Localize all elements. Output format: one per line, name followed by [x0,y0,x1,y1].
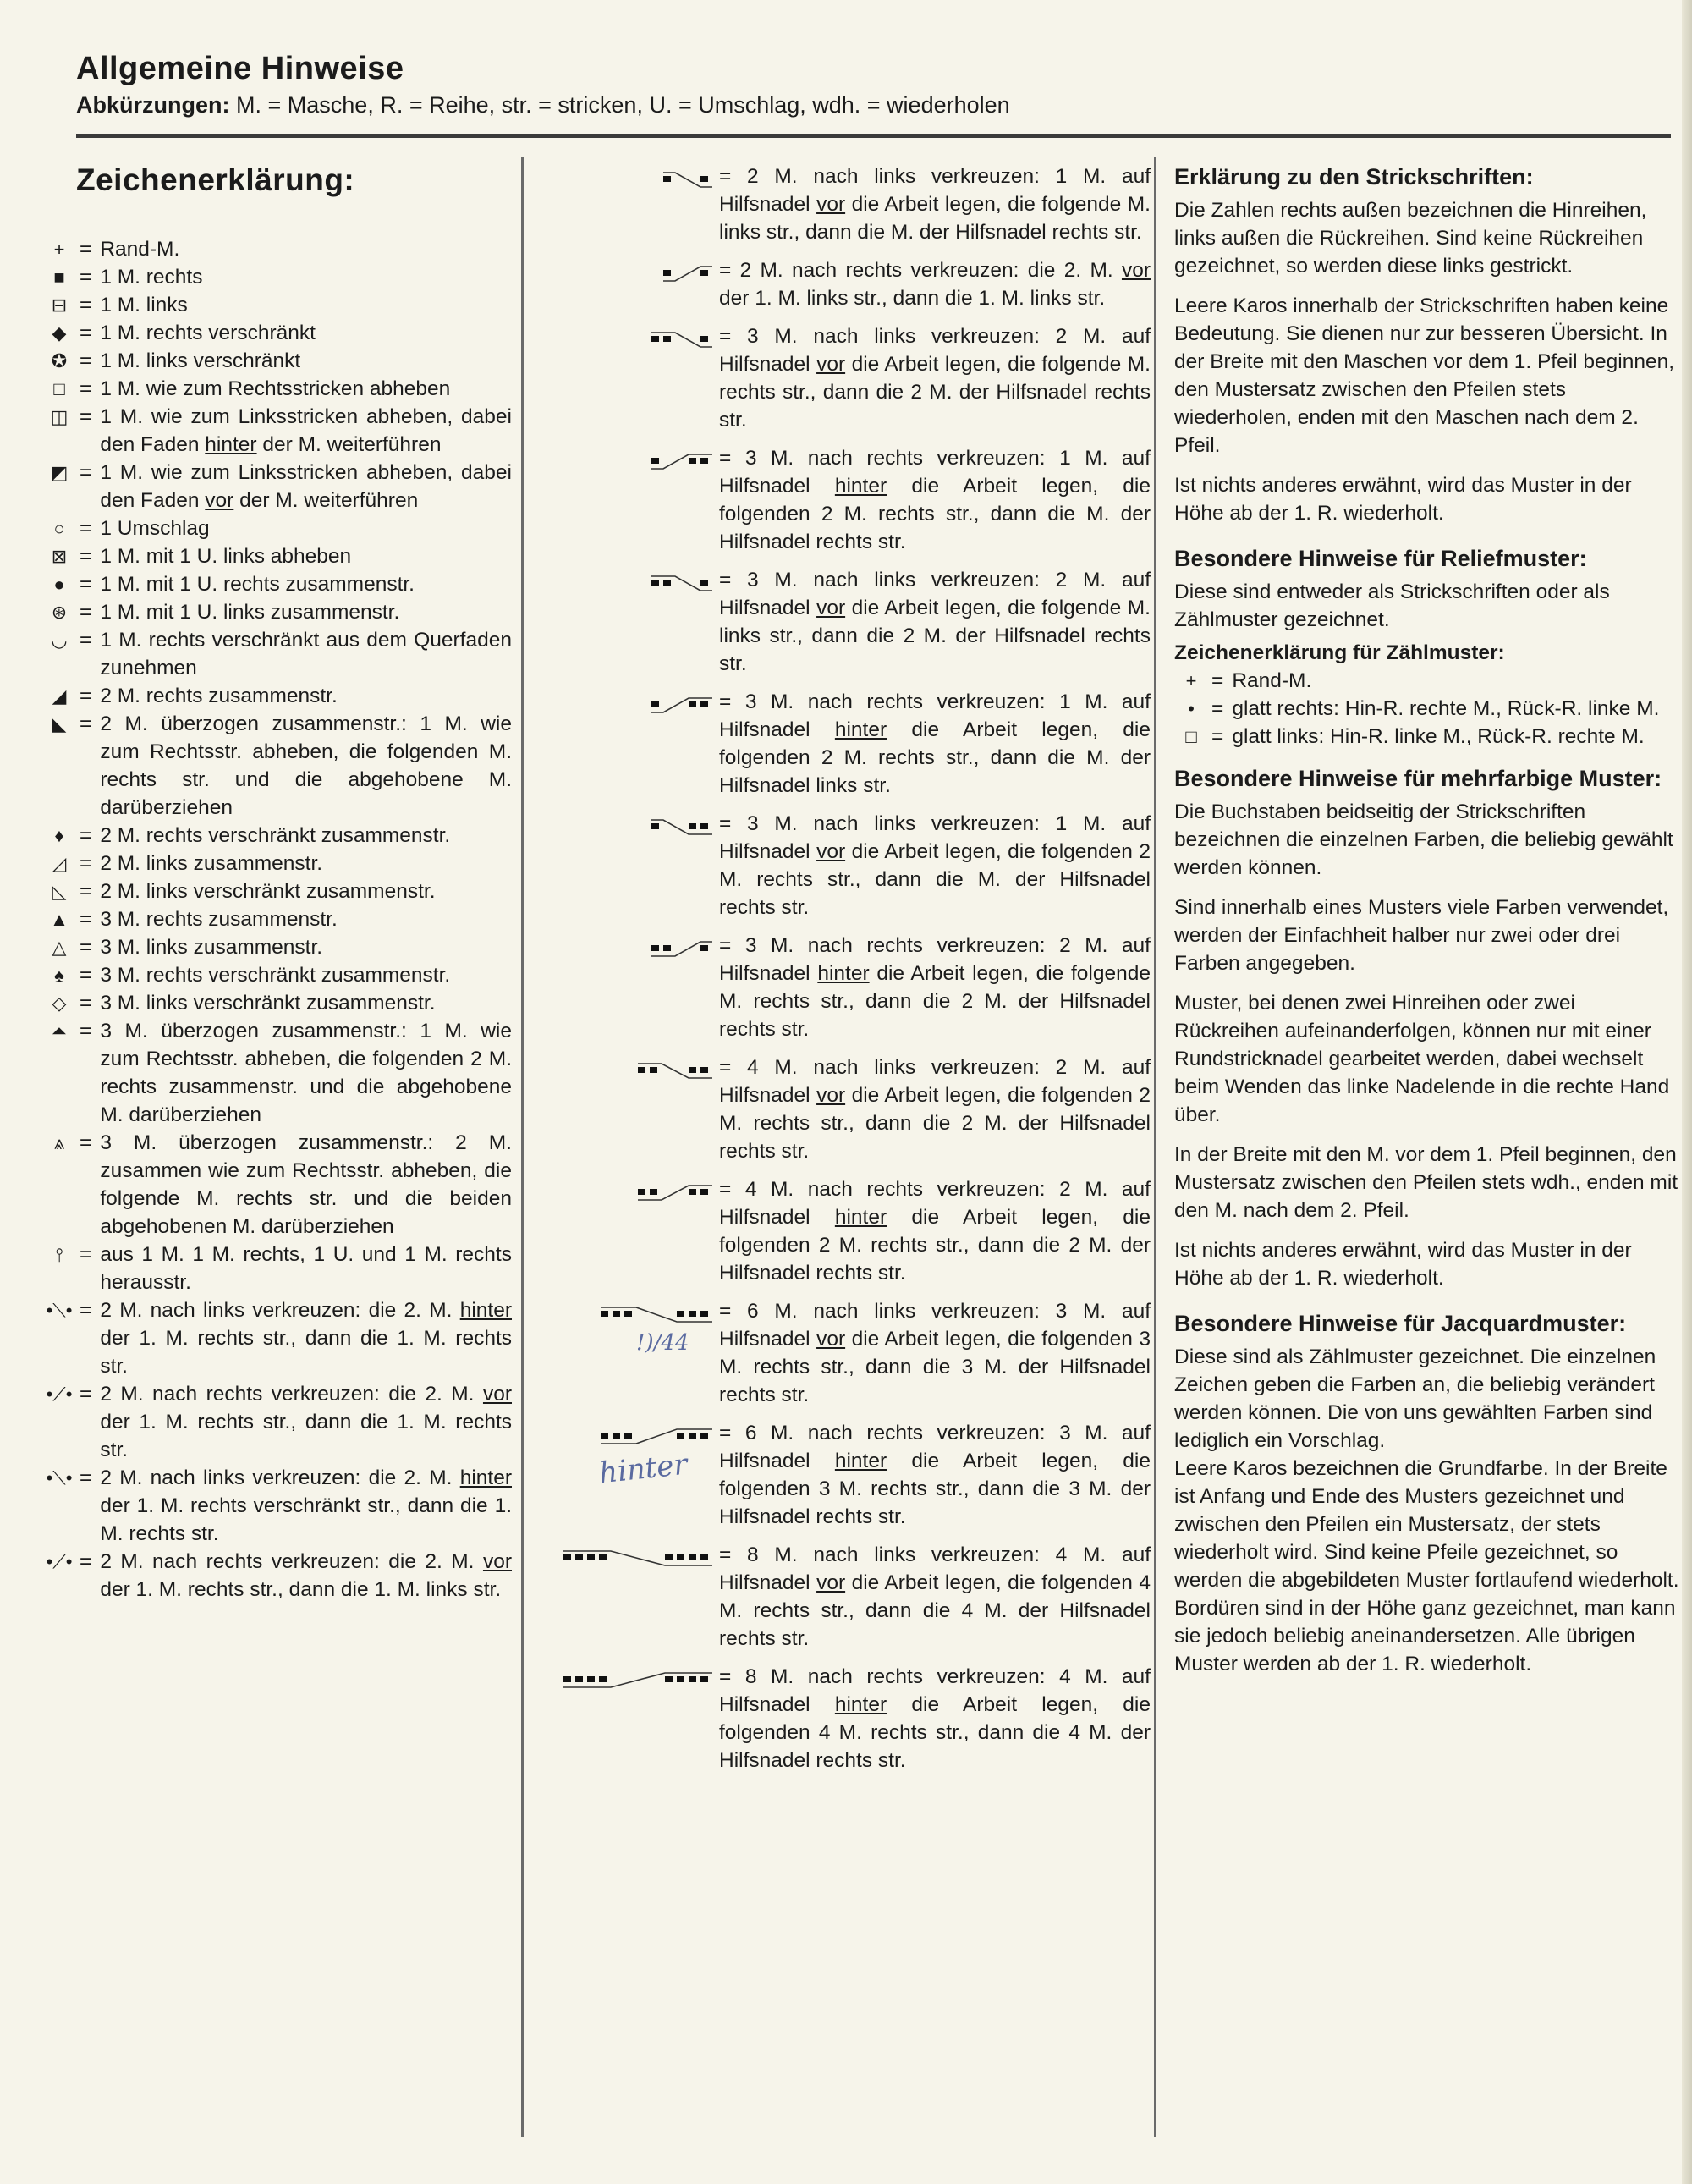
cable-description [719,566,1151,678]
cable-description [719,1663,1151,1774]
desc-text: die Arbeit legen, die folgenden 2 M. rechts str., dann die M. der Hilfsnadel rechts str. [719,840,1151,919]
equals-sign: = [80,461,92,484]
relief-legend-list [1174,667,1684,751]
legend-description: Rand-M. [1232,669,1312,692]
paragraph: Die Buchstaben beidseitig der Strickschriften bezeichnen die einzelnen Farben, die beliebig gewählt werden können. [1174,800,1673,879]
legend-item [42,403,512,459]
equals-sign: = [80,266,92,289]
cable-description [719,162,1151,246]
cable-description [719,688,1151,800]
desc-text: 2 M. nach links verkreuzen: 1 M. auf Hilfsnadel [719,165,1151,216]
slip-yo-icon: ⊠ [51,546,68,567]
cable-legend-item [663,162,1151,246]
desc-text: die Arbeit legen, die folgenden 4 M. rechts str., dann die 4 M. der Hilfsnadel rechts str. [719,1571,1151,1650]
legend-item [42,1129,512,1241]
legend-description [100,1548,512,1604]
column-divider-left [521,157,524,2137]
filled-square-icon: ■ [53,267,65,288]
emphasis-underline: hinter [834,1693,887,1716]
equals-sign: = [80,936,92,959]
legend-description: 2 M. rechts verschränkt zusammenstr. [100,824,451,847]
desc-text: 3 M. nach links verkreuzen: 2 M. auf Hilfsnadel [719,569,1151,619]
double-decrease-icon: ⏶ [52,1020,67,1042]
desc-text: 4 M. nach links verkreuzen: 2 M. auf Hilfsnadel [719,1056,1151,1107]
emphasis-underline: vor [816,353,846,376]
page-title: Allgemeine Hinweise [76,51,404,86]
cable-legend-item [638,1175,1151,1287]
legend-description: 1 M. mit 1 U. rechts zusammenstr. [100,573,415,596]
section-jacquard [1174,1309,1684,1678]
equals-sign: = [80,1020,92,1042]
filled-circle-icon: ● [53,574,65,595]
legend-item [42,375,512,403]
filled-triangle-icon: ▲ [50,909,69,930]
emphasis-underline: hinter [459,1466,512,1489]
notes-column [1174,162,1684,1690]
legend-description: 1 M. wie zum Rechtsstricken abheben [100,377,451,400]
cable-description [719,322,1151,434]
emphasis-underline: vor [816,1571,846,1594]
patterned-circle-icon: ⊛ [51,602,68,623]
desc-text: die Arbeit legen, die folgende M. rechts str., dann die 2 M. der Hilfsnadel rechts str. [719,962,1151,1041]
legend-description: 3 M. links zusammenstr. [100,936,323,959]
legend-item [42,291,512,319]
equals-sign: = [80,908,92,931]
emphasis-underline: vor [816,1328,846,1351]
cable-description [719,1541,1151,1653]
emphasis-underline: hinter [834,475,887,498]
equals-sign: = [719,812,748,835]
legend-description: 1 Umschlag [100,517,210,540]
legend-description: 1 M. links verschränkt [100,349,301,372]
cable-legend-item [651,444,1151,556]
split-square-icon: ◫ [50,406,69,427]
paragraph: Leere Karos bezeichnen die Grundfarbe. In der Breite ist Anfang und Ende des Musters gezeichnet und zwischen den Pfeilen ein Mustersatz, der stets wiederholt wird. Sind keine Pfeile gezeichnet, so werden die abgebildeten Muster fortlaufend wiederholt. [1174,1457,1679,1592]
equals-sign: = [1211,697,1224,720]
cable-list [592,162,1151,1774]
section-mehrfarbig [1174,764,1684,1292]
desc-text: 2 M. nach links verkreuzen: die 2. M. [100,1299,460,1322]
cable-4-left-icon [638,1053,712,1165]
emphasis-underline: vor [816,597,846,619]
section-title: Besondere Hinweise für mehrfarbige Muster: [1174,766,1662,791]
legend-description: glatt rechts: Hin-R. rechte M., Rück-R. linke M. [1232,697,1660,720]
central-decrease-icon: ⩓ [53,1132,65,1153]
equals-sign: = [80,1131,92,1154]
desc-text: die Arbeit legen, die folgende M. links str., dann die M. der Hilfsnadel rechts str. [719,193,1151,244]
cable-3-left-icon [651,322,712,434]
legend-item [42,1548,512,1604]
equals-sign: = [719,1300,748,1323]
desc-text: 4 M. nach rechts verkreuzen: 2 M. auf Hilfsnadel [719,1178,1151,1229]
emphasis-underline: vor [205,489,234,512]
cable-3-left-1-2-icon [651,810,712,921]
equals-sign: = [80,1550,92,1573]
desc-text: 8 M. nach rechts verkreuzen: 4 M. auf Hilfsnadel [719,1665,1151,1716]
desc-text: die Arbeit legen, die folgenden 2 M. rechts str., dann die M. der Hilfsnadel links str. [719,718,1151,797]
cable-legend-item [651,566,1151,678]
relief-legend-item [1174,667,1684,695]
desc-text: 3 M. nach links verkreuzen: 1 M. auf Hilfsnadel [719,812,1151,863]
equals-sign: = [80,294,92,316]
legend-item [42,514,512,542]
equals-sign: = [80,517,92,540]
cross-right-2-icon: •⟋• [46,1384,73,1405]
legend-description: 3 M. links verschränkt zusammenstr. [100,992,436,1015]
equals-sign: = [719,1665,745,1688]
equals-sign: = [80,349,92,372]
legend-item [42,822,512,850]
header-rule [76,134,1671,138]
paragraph: In der Breite mit den M. vor dem 1. Pfeil beginnen, den Mustersatz zwischen den Pfeilen stets wdh., enden mit den M. nach dem 2. Pfeil. [1174,1143,1678,1222]
rand-icon: + [1185,670,1197,691]
equals-sign: = [80,1243,92,1266]
abbreviations-label: Abkürzungen: [76,92,230,118]
legend-description [100,1464,512,1548]
equals-sign: = [719,259,740,282]
legend-description: 3 M. rechts zusammenstr. [100,908,338,931]
cable-3-right-2-1-icon [651,932,712,1043]
legend-item [42,1017,512,1129]
cable-description [719,932,1151,1043]
desc-text: 3 M. nach rechts verkreuzen: 2 M. auf Hilfsnadel [719,934,1151,985]
cross-right-2-purl-icon: •⟋• [46,1551,73,1572]
equals-sign: = [719,1422,745,1444]
legend-item [42,710,512,822]
legend-item [42,1296,512,1380]
paragraph: Muster, bei denen zwei Hinreihen oder zwei Rückreihen aufeinanderfolgen, können nur mit einer Rundstricknadel gearbeitet werden, dabei wechselt beim Wenden das linke Nadelende in die rechte Hand über. [1174,992,1670,1126]
left-decrease-icon: ◣ [52,713,67,734]
equals-sign: = [719,447,745,470]
legend-item [42,570,512,598]
legend-item [42,1464,512,1548]
page-header [76,49,1396,120]
legend-description: 1 M. mit 1 U. links zusammenstr. [100,601,400,624]
legend-description: 1 M. rechts [100,266,203,289]
legend-item [42,263,512,291]
emphasis-underline: hinter [817,962,870,985]
legend-item [42,542,512,570]
legend-item [42,1380,512,1464]
equals-sign: = [80,545,92,568]
equals-sign: = [719,325,748,348]
emphasis-underline: hinter [834,1206,887,1229]
legend-item [42,682,512,710]
cable-legend-item [563,1663,1151,1774]
cable-2-left-purl-icon [663,162,712,246]
equals-sign: = [80,712,92,735]
emphasis-underline: hinter [459,1299,512,1322]
legend-description: 3 M. überzogen zusammenstr.: 2 M. zusammen wie zum Rechtsstr. abheben, die folgende M. rechts str. und die beiden abgehobenen M. darüberziehen [100,1131,512,1238]
cable-legend-item [651,932,1151,1043]
desc-text: die Arbeit legen, die folgenden 2 M. rechts str., dann die M. der Hilfsnadel rechts str. [719,475,1151,553]
legend-column [42,161,512,1604]
desc-text: 1 M. wie zum Linksstricken abheben, dabei den Faden [100,405,512,456]
cross-left-2-icon: •⟍• [46,1300,73,1321]
equals-sign: = [719,1056,748,1079]
legend-item [42,961,512,989]
desc-text: die Arbeit legen, die folgenden 2 M. rechts str., dann die 2 M. der Hilfsnadel rechts str. [719,1084,1151,1163]
purl-decrease-icon: ◿ [52,853,67,874]
barred-square-icon: ⊟ [51,294,68,316]
desc-text: 2 M. nach rechts verkreuzen: die 2. M. [100,1550,483,1573]
equals-sign: = [719,934,745,957]
desc-text: 2 M. nach links verkreuzen: die 2. M. [100,1466,460,1489]
equals-sign: = [80,238,92,261]
subsection-title: Zeichenerklärung für Zählmuster: [1174,641,1505,664]
cable-description [719,256,1151,312]
legend-item [42,933,512,961]
legend-description [100,1296,512,1380]
section-relief [1174,544,1684,751]
legend-title: Zeichenerklärung: [76,162,355,197]
relief-legend-item [1174,723,1684,751]
emphasis-underline: hinter [205,433,257,456]
cable-legend-item [651,688,1151,800]
desc-text: 2 M. nach rechts verkreuzen: die 2. M. [739,259,1122,282]
legend-description: 2 M. überzogen zusammenstr.: 1 M. wie zum Rechtsstr. abheben, die folgenden M. rechts str. und die abgehobene M. darüberziehen [100,712,512,819]
column-divider-right [1154,157,1156,2137]
corner-square-icon: ◩ [50,462,69,483]
desc-text: die Arbeit legen, die folgenden 4 M. rechts str., dann die 4 M. der Hilfsnadel rechts str. [719,1693,1151,1772]
legend-item [42,850,512,877]
cable-3-right-purl-icon [651,688,712,800]
hollow-twist-icon: ✪ [51,350,68,371]
emphasis-underline: vor [482,1383,512,1406]
paragraph: Ist nichts anderes erwähnt, wird das Muster in der Höhe ab der 1. R. wiederholt. [1174,474,1632,525]
hollow-twisted-triple-icon: ◇ [52,993,67,1014]
desc-text: die Arbeit legen, die folgenden 3 M. rechts str., dann die 3 M. der Hilfsnadel rechts str. [719,1450,1151,1528]
abbreviations-line [76,90,1396,120]
legend-item [42,905,512,933]
emphasis-underline: vor [816,840,846,863]
emphasis-underline: vor [816,1084,846,1107]
desc-text: 3 M. nach links verkreuzen: 2 M. auf Hilfsnadel [719,325,1151,376]
hollow-triangle-icon: △ [52,937,67,958]
desc-text: der M. weiterführen [256,433,442,456]
equals-sign: = [80,1466,92,1489]
cable-description [719,444,1151,556]
cable-4-right-icon [638,1175,712,1287]
cable-8-left-icon [563,1541,712,1653]
desc-text: 6 M. nach rechts verkreuzen: 3 M. auf Hilfsnadel [719,1422,1151,1472]
relief-legend-item [1174,695,1684,723]
empty-square-icon: □ [1185,726,1197,747]
paragraph: Sind innerhalb eines Musters viele Farben verwendet, werden der Einfachheit halber nur zwei oder drei Farben angegeben. [1174,896,1669,975]
legend-description: glatt links: Hin-R. linke M., Rück-R. rechte M. [1232,725,1645,748]
equals-sign: = [80,629,92,652]
equals-sign: = [1211,669,1224,692]
desc-text: der 1. M. rechts str., dann die 1. M. rechts str. [100,1327,512,1378]
desc-text: der 1. M. rechts str., dann die 1. M. rechts str. [100,1411,512,1461]
legend-description: 2 M. links verschränkt zusammenstr. [100,880,436,903]
equals-sign: = [719,690,745,713]
equals-sign: = [719,569,748,591]
equals-sign: = [80,852,92,875]
twisted-triple-icon: ♠ [54,965,64,986]
dot-icon: • [1188,698,1195,719]
equals-sign: = [719,1178,745,1201]
desc-text: die Arbeit legen, die folgenden 2 M. rechts str., dann die 2 M. der Hilfsnadel rechts str. [719,1206,1151,1285]
cable-description [719,810,1151,921]
legend-item [42,319,512,347]
cable-legend-item [663,256,1151,312]
equals-sign: = [80,573,92,596]
legend-item [42,877,512,905]
paragraph: Bordüren sind in der Höhe ganz gezeichnet, man kann sie jedoch beliebig aneinandersetzen. Alle übrigen Muster werden ab der 1. R. wiederholt. [1174,1597,1676,1675]
cable-8-right-icon [563,1663,712,1774]
legend-description: 1 M. rechts verschränkt [100,322,316,344]
equals-sign: = [80,1383,92,1406]
equals-sign: = [80,1299,92,1322]
cable-description [719,1419,1151,1531]
desc-text: der M. weiterführen [233,489,419,512]
desc-text: die Arbeit legen, die folgende M. rechts str., dann die 2 M. der Hilfsnadel rechts str. [719,353,1151,432]
section-title: Erklärung zu den Strickschriften: [1174,164,1534,190]
desc-text: 3 M. nach rechts verkreuzen: 1 M. auf Hilfsnadel [719,690,1151,741]
desc-text: 6 M. nach links verkreuzen: 3 M. auf Hilfsnadel [719,1300,1151,1351]
equals-sign: = [80,405,92,428]
equals-sign: = [719,165,748,188]
legend-item [42,989,512,1017]
right-decrease-icon: ◢ [52,685,67,707]
equals-sign: = [80,377,92,400]
cross-left-2-twisted-icon: •⟍• [46,1467,73,1488]
equals-sign: = [80,964,92,987]
emphasis-underline: vor [1121,259,1151,282]
emphasis-underline: hinter [834,718,887,741]
legend-item [42,1241,512,1296]
legend-item [42,459,512,514]
desc-text: 2 M. nach rechts verkreuzen: die 2. M. [100,1383,483,1406]
cable-2-right-purl-icon [663,256,712,312]
equals-sign: = [719,1543,748,1566]
paragraph: Diese sind entweder als Strickschriften oder als Zählmuster gezeichnet. [1174,580,1610,631]
arc-icon: ◡ [51,630,68,651]
equals-sign: = [80,992,92,1015]
filled-twist-icon: ◆ [52,322,67,344]
paragraph: Die Zahlen rechts außen bezeichnen die Hinreihen, links außen die Rückreihen. Sind keine Rückreihen gezeichnet, so werden diese links gestrickt. [1174,199,1647,278]
legend-description: 1 M. mit 1 U. links abheben [100,545,352,568]
legend-description: 3 M. rechts verschränkt zusammenstr. [100,964,451,987]
handwritten-note: !)/44 [636,1330,689,1356]
desc-text: der 1. M. links str., dann die 1. M. links str. [719,287,1106,310]
paragraph: Diese sind als Zählmuster gezeichnet. Die einzelnen Zeichen geben die Farben an, die beliebig verändert werden können. Die von uns gewählten Farben sind lediglich ein Vorschlag. [1174,1345,1656,1452]
equals-sign: = [80,685,92,707]
hollow-square-icon: □ [53,378,65,399]
desc-text: die Arbeit legen, die folgenden 3 M. rechts str., dann die 3 M. der Hilfsnadel rechts str. [719,1328,1151,1406]
legend-description [100,403,512,459]
cable-description [719,1297,1151,1409]
emphasis-underline: vor [816,193,846,216]
legend-description [100,1380,512,1464]
legend-description: aus 1 M. 1 M. rechts, 1 U. und 1 M. rechts herausstr. [100,1243,512,1294]
yarn-over-icon: ○ [53,518,65,539]
equals-sign: = [80,824,92,847]
desc-text: der 1. M. rechts str., dann die 1. M. links str. [100,1578,502,1601]
twisted-decrease-icon: ♦ [54,825,64,846]
cable-column [592,162,1151,1785]
handwritten-note: hinter [597,1447,689,1491]
equals-sign: = [80,601,92,624]
desc-text: die Arbeit legen, die folgende M. links str., dann die 2 M. der Hilfsnadel rechts str. [719,597,1151,675]
section-title: Besondere Hinweise für Reliefmuster: [1174,546,1587,571]
cable-legend-item [651,322,1151,434]
cable-3-left-purl-icon [651,566,712,678]
legend-item [42,235,512,263]
cable-description [719,1175,1151,1287]
equals-sign: = [80,880,92,903]
paragraph: Ist nichts anderes erwähnt, wird das Muster in der Höhe ab der 1. R. wiederholt. [1174,1239,1632,1290]
desc-text: 8 M. nach links verkreuzen: 4 M. auf Hilfsnadel [719,1543,1151,1594]
legend-description: 3 M. überzogen zusammenstr.: 1 M. wie zum Rechtsstr. abheben, die folgenden 2 M. rechts zusammenstr. und die abgehobene M. darüberziehen [100,1020,512,1126]
legend-description: 2 M. links zusammenstr. [100,852,323,875]
cable-legend-item [563,1541,1151,1653]
legend-description: 1 M. links [100,294,188,316]
purl-twisted-decrease-icon: ◺ [52,881,67,902]
section-strickschriften [1174,162,1684,527]
paragraph: Leere Karos innerhalb der Strickschriften haben keine Bedeutung. Sie dienen nur zur besseren Übersicht. In der Breite mit den Maschen vor dem 1. Pfeil beginnen, den Mustersatz zwischen den Pfeilen stets wiederholen, enden mit den Maschen nach dem 2. Pfeil. [1174,294,1675,457]
rand-icon: + [53,239,65,260]
emphasis-underline: hinter [834,1450,887,1472]
cable-legend-item [638,1053,1151,1165]
cable-3-right-icon [651,444,712,556]
cable-description [719,1053,1151,1165]
legend-description: Rand-M. [100,238,180,261]
desc-text: der 1. M. rechts verschränkt str., dann die 1. M. rechts str. [100,1494,512,1545]
section-title: Besondere Hinweise für Jacquardmuster: [1174,1311,1627,1336]
abbreviations-text: M. = Masche, R. = Reihe, str. = stricken, U. = Umschlag, wdh. = wiederholen [236,92,1010,118]
legend-description: 2 M. rechts zusammenstr. [100,685,338,707]
legend-description [100,459,512,514]
legend-item [42,598,512,626]
equals-sign: = [1211,725,1224,748]
desc-text: 3 M. nach rechts verkreuzen: 1 M. auf Hilfsnadel [719,447,1151,498]
legend-item [42,347,512,375]
legend-item [42,626,512,682]
cable-legend-item [651,810,1151,921]
legend-description: 1 M. rechts verschränkt aus dem Querfaden zunehmen [100,629,512,679]
desc-text: 1 M. wie zum Linksstricken abheben, dabei den Faden [100,461,512,512]
emphasis-underline: vor [482,1550,512,1573]
equals-sign: = [80,322,92,344]
increase-icon: ⫯ [55,1244,63,1265]
legend-list [42,235,512,1604]
